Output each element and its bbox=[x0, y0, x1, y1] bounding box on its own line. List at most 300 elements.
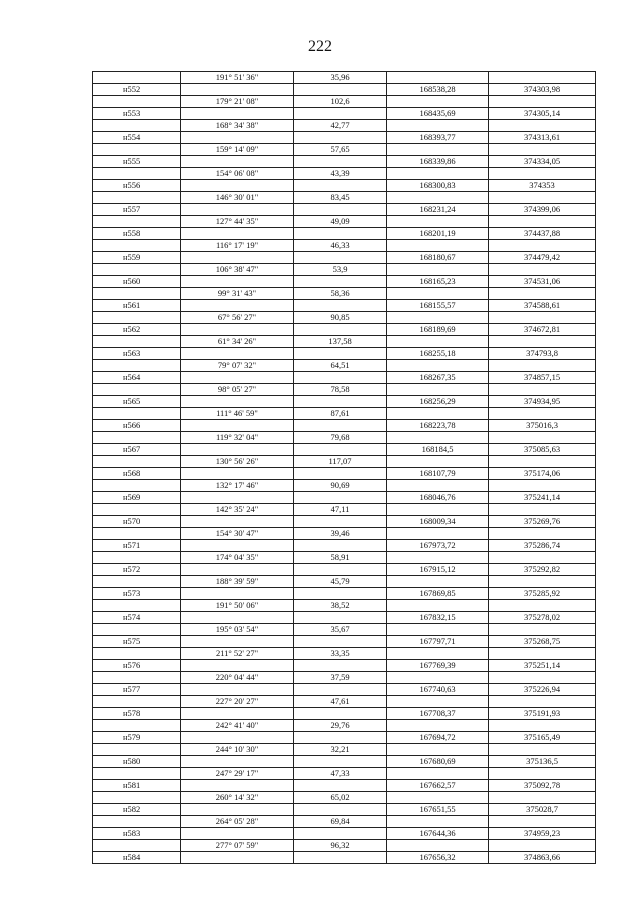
point-name-cell bbox=[93, 144, 181, 156]
distance-cell bbox=[294, 132, 387, 144]
y-coordinate: 375085,63 bbox=[489, 444, 596, 456]
point-name-cell bbox=[93, 720, 181, 732]
direction-angle: 220° 04' 44" bbox=[181, 672, 294, 684]
angle-cell bbox=[181, 204, 294, 216]
point-row bbox=[93, 636, 596, 648]
distance: 38,52 bbox=[294, 600, 387, 612]
y-coordinate-cell bbox=[489, 240, 596, 252]
distance-cell bbox=[294, 204, 387, 216]
y-coordinate: 375028,7 bbox=[489, 804, 596, 816]
x-coordinate-cell bbox=[387, 480, 489, 492]
coordinates-table bbox=[92, 71, 596, 864]
point-row bbox=[93, 276, 596, 288]
segment-row bbox=[93, 744, 596, 756]
distance: 90,69 bbox=[294, 480, 387, 492]
point-row bbox=[93, 444, 596, 456]
distance-cell bbox=[294, 468, 387, 480]
distance: 35,96 bbox=[294, 72, 387, 84]
point-name-cell bbox=[93, 456, 181, 468]
segment-row bbox=[93, 264, 596, 276]
coordinates-table-body bbox=[93, 72, 596, 864]
segment-row bbox=[93, 192, 596, 204]
x-coordinate-cell bbox=[387, 720, 489, 732]
point-row bbox=[93, 468, 596, 480]
distance: 69,84 bbox=[294, 816, 387, 828]
angle-cell bbox=[181, 828, 294, 840]
x-coordinate: 168255,18 bbox=[387, 348, 489, 360]
y-coordinate-cell bbox=[489, 360, 596, 372]
direction-angle: 132° 17' 46" bbox=[181, 480, 294, 492]
distance-cell bbox=[294, 804, 387, 816]
distance-cell bbox=[294, 444, 387, 456]
x-coordinate: 167662,57 bbox=[387, 780, 489, 792]
point-name: н560 bbox=[93, 276, 181, 288]
distance-cell bbox=[294, 156, 387, 168]
point-name: н582 bbox=[93, 804, 181, 816]
point-name-cell bbox=[93, 216, 181, 228]
distance-cell bbox=[294, 612, 387, 624]
point-name: н571 bbox=[93, 540, 181, 552]
angle-cell bbox=[181, 396, 294, 408]
segment-row bbox=[93, 768, 596, 780]
y-coordinate-cell bbox=[489, 504, 596, 516]
y-coordinate: 374959,23 bbox=[489, 828, 596, 840]
y-coordinate-cell bbox=[489, 792, 596, 804]
direction-angle: 154° 30' 47" bbox=[181, 528, 294, 540]
segment-row bbox=[93, 504, 596, 516]
segment-row bbox=[93, 384, 596, 396]
x-coordinate: 168223,78 bbox=[387, 420, 489, 432]
point-row bbox=[93, 156, 596, 168]
x-coordinate: 168538,28 bbox=[387, 84, 489, 96]
point-name-cell bbox=[93, 120, 181, 132]
distance: 90,85 bbox=[294, 312, 387, 324]
point-name-cell bbox=[93, 792, 181, 804]
point-name: н563 bbox=[93, 348, 181, 360]
segment-row bbox=[93, 720, 596, 732]
angle-cell bbox=[181, 420, 294, 432]
point-name: н553 bbox=[93, 108, 181, 120]
distance-cell bbox=[294, 228, 387, 240]
x-coordinate: 167740,63 bbox=[387, 684, 489, 696]
point-name: н573 bbox=[93, 588, 181, 600]
point-name-cell bbox=[93, 624, 181, 636]
y-coordinate-cell bbox=[489, 696, 596, 708]
point-name-cell bbox=[93, 504, 181, 516]
point-name: н572 bbox=[93, 564, 181, 576]
point-row bbox=[93, 396, 596, 408]
y-coordinate-cell bbox=[489, 840, 596, 852]
x-coordinate-cell bbox=[387, 528, 489, 540]
y-coordinate-cell bbox=[489, 816, 596, 828]
distance: 42,77 bbox=[294, 120, 387, 132]
distance: 32,21 bbox=[294, 744, 387, 756]
point-name-cell bbox=[93, 744, 181, 756]
segment-row bbox=[93, 576, 596, 588]
x-coordinate: 168189,69 bbox=[387, 324, 489, 336]
point-row bbox=[93, 612, 596, 624]
point-name: н564 bbox=[93, 372, 181, 384]
x-coordinate-cell bbox=[387, 240, 489, 252]
x-coordinate-cell bbox=[387, 360, 489, 372]
y-coordinate: 375241,14 bbox=[489, 492, 596, 504]
direction-angle: 111° 46' 59" bbox=[181, 408, 294, 420]
y-coordinate: 375286,74 bbox=[489, 540, 596, 552]
angle-cell bbox=[181, 732, 294, 744]
direction-angle: 244° 10' 30" bbox=[181, 744, 294, 756]
angle-cell bbox=[181, 804, 294, 816]
point-name: н581 bbox=[93, 780, 181, 792]
distance: 43,39 bbox=[294, 168, 387, 180]
distance-cell bbox=[294, 324, 387, 336]
point-row bbox=[93, 756, 596, 768]
angle-cell bbox=[181, 756, 294, 768]
point-name-cell bbox=[93, 336, 181, 348]
x-coordinate-cell bbox=[387, 96, 489, 108]
point-row bbox=[93, 732, 596, 744]
segment-row bbox=[93, 600, 596, 612]
y-coordinate-cell bbox=[489, 120, 596, 132]
y-coordinate-cell bbox=[489, 648, 596, 660]
y-coordinate-cell bbox=[489, 384, 596, 396]
x-coordinate-cell bbox=[387, 312, 489, 324]
direction-angle: 260° 14' 32" bbox=[181, 792, 294, 804]
x-coordinate-cell bbox=[387, 600, 489, 612]
distance: 102,6 bbox=[294, 96, 387, 108]
angle-cell bbox=[181, 108, 294, 120]
point-name: н577 bbox=[93, 684, 181, 696]
y-coordinate: 374531,06 bbox=[489, 276, 596, 288]
point-name: н574 bbox=[93, 612, 181, 624]
distance-cell bbox=[294, 300, 387, 312]
direction-angle: 67° 56' 27" bbox=[181, 312, 294, 324]
x-coordinate: 168231,24 bbox=[387, 204, 489, 216]
y-coordinate-cell bbox=[489, 336, 596, 348]
angle-cell bbox=[181, 156, 294, 168]
x-coordinate: 167644,36 bbox=[387, 828, 489, 840]
y-coordinate: 375292,82 bbox=[489, 564, 596, 576]
point-row bbox=[93, 540, 596, 552]
y-coordinate-cell bbox=[489, 480, 596, 492]
x-coordinate-cell bbox=[387, 696, 489, 708]
y-coordinate-cell bbox=[489, 720, 596, 732]
segment-row bbox=[93, 288, 596, 300]
point-name: н570 bbox=[93, 516, 181, 528]
distance: 64,51 bbox=[294, 360, 387, 372]
x-coordinate-cell bbox=[387, 72, 489, 84]
y-coordinate: 375268,75 bbox=[489, 636, 596, 648]
segment-row bbox=[93, 336, 596, 348]
y-coordinate-cell bbox=[489, 168, 596, 180]
direction-angle: 154° 06' 08" bbox=[181, 168, 294, 180]
y-coordinate-cell bbox=[489, 528, 596, 540]
point-row bbox=[93, 588, 596, 600]
y-coordinate: 374672,81 bbox=[489, 324, 596, 336]
distance: 46,33 bbox=[294, 240, 387, 252]
point-row bbox=[93, 204, 596, 216]
x-coordinate: 167694,72 bbox=[387, 732, 489, 744]
y-coordinate: 374399,06 bbox=[489, 204, 596, 216]
direction-angle: 277° 07' 59" bbox=[181, 840, 294, 852]
y-coordinate: 375285,92 bbox=[489, 588, 596, 600]
y-coordinate: 374863,66 bbox=[489, 852, 596, 864]
segment-row bbox=[93, 216, 596, 228]
point-row bbox=[93, 684, 596, 696]
x-coordinate-cell bbox=[387, 792, 489, 804]
distance: 78,58 bbox=[294, 384, 387, 396]
point-row bbox=[93, 180, 596, 192]
point-name: н567 bbox=[93, 444, 181, 456]
point-name: н561 bbox=[93, 300, 181, 312]
distance: 58,91 bbox=[294, 552, 387, 564]
y-coordinate: 375278,02 bbox=[489, 612, 596, 624]
distance-cell bbox=[294, 828, 387, 840]
x-coordinate-cell bbox=[387, 744, 489, 756]
angle-cell bbox=[181, 324, 294, 336]
angle-cell bbox=[181, 132, 294, 144]
y-coordinate-cell bbox=[489, 144, 596, 156]
distance: 39,46 bbox=[294, 528, 387, 540]
distance: 29,76 bbox=[294, 720, 387, 732]
point-name-cell bbox=[93, 648, 181, 660]
x-coordinate-cell bbox=[387, 672, 489, 684]
distance-cell bbox=[294, 852, 387, 864]
y-coordinate-cell bbox=[489, 192, 596, 204]
segment-row bbox=[93, 312, 596, 324]
direction-angle: 159° 14' 09" bbox=[181, 144, 294, 156]
x-coordinate: 168180,67 bbox=[387, 252, 489, 264]
point-name: н584 bbox=[93, 852, 181, 864]
segment-row bbox=[93, 96, 596, 108]
point-name-cell bbox=[93, 192, 181, 204]
x-coordinate: 167708,37 bbox=[387, 708, 489, 720]
y-coordinate: 375269,76 bbox=[489, 516, 596, 528]
angle-cell bbox=[181, 276, 294, 288]
distance-cell bbox=[294, 84, 387, 96]
distance-cell bbox=[294, 252, 387, 264]
point-name: н578 bbox=[93, 708, 181, 720]
direction-angle: 116° 17' 19" bbox=[181, 240, 294, 252]
point-row bbox=[93, 708, 596, 720]
point-name-cell bbox=[93, 480, 181, 492]
point-name: н562 bbox=[93, 324, 181, 336]
y-coordinate-cell bbox=[489, 312, 596, 324]
point-name-cell bbox=[93, 528, 181, 540]
direction-angle: 174° 04' 35" bbox=[181, 552, 294, 564]
segment-row bbox=[93, 672, 596, 684]
distance: 47,61 bbox=[294, 696, 387, 708]
y-coordinate: 374437,88 bbox=[489, 228, 596, 240]
x-coordinate: 167680,69 bbox=[387, 756, 489, 768]
distance-cell bbox=[294, 660, 387, 672]
y-coordinate: 374305,14 bbox=[489, 108, 596, 120]
point-row bbox=[93, 348, 596, 360]
direction-angle: 264° 05' 28" bbox=[181, 816, 294, 828]
point-row bbox=[93, 828, 596, 840]
x-coordinate-cell bbox=[387, 192, 489, 204]
segment-row bbox=[93, 792, 596, 804]
x-coordinate: 167651,55 bbox=[387, 804, 489, 816]
point-name: н576 bbox=[93, 660, 181, 672]
direction-angle: 99° 31' 43" bbox=[181, 288, 294, 300]
distance-cell bbox=[294, 420, 387, 432]
x-coordinate: 168165,23 bbox=[387, 276, 489, 288]
y-coordinate: 374303,98 bbox=[489, 84, 596, 96]
point-row bbox=[93, 852, 596, 864]
x-coordinate: 168009,34 bbox=[387, 516, 489, 528]
distance-cell bbox=[294, 180, 387, 192]
direction-angle: 61° 34' 26" bbox=[181, 336, 294, 348]
x-coordinate-cell bbox=[387, 456, 489, 468]
x-coordinate: 168267,35 bbox=[387, 372, 489, 384]
distance-cell bbox=[294, 348, 387, 360]
point-name: н558 bbox=[93, 228, 181, 240]
y-coordinate: 374793,8 bbox=[489, 348, 596, 360]
y-coordinate: 375165,49 bbox=[489, 732, 596, 744]
point-name-cell bbox=[93, 816, 181, 828]
distance-cell bbox=[294, 780, 387, 792]
angle-cell bbox=[181, 252, 294, 264]
point-name: н557 bbox=[93, 204, 181, 216]
point-row bbox=[93, 300, 596, 312]
distance: 87,61 bbox=[294, 408, 387, 420]
segment-row bbox=[93, 144, 596, 156]
x-coordinate: 167769,39 bbox=[387, 660, 489, 672]
y-coordinate: 375251,14 bbox=[489, 660, 596, 672]
direction-angle: 79° 07' 32" bbox=[181, 360, 294, 372]
y-coordinate: 374334,05 bbox=[489, 156, 596, 168]
x-coordinate-cell bbox=[387, 336, 489, 348]
y-coordinate: 374479,42 bbox=[489, 252, 596, 264]
segment-row bbox=[93, 72, 596, 84]
y-coordinate: 375174,06 bbox=[489, 468, 596, 480]
x-coordinate-cell bbox=[387, 504, 489, 516]
angle-cell bbox=[181, 228, 294, 240]
x-coordinate-cell bbox=[387, 768, 489, 780]
direction-angle: 130° 56' 26" bbox=[181, 456, 294, 468]
x-coordinate: 168201,19 bbox=[387, 228, 489, 240]
distance: 47,11 bbox=[294, 504, 387, 516]
segment-row bbox=[93, 696, 596, 708]
x-coordinate-cell bbox=[387, 264, 489, 276]
point-name: н575 bbox=[93, 636, 181, 648]
direction-angle: 168° 34' 38" bbox=[181, 120, 294, 132]
y-coordinate: 375092,78 bbox=[489, 780, 596, 792]
point-name-cell bbox=[93, 168, 181, 180]
distance-cell bbox=[294, 564, 387, 576]
x-coordinate-cell bbox=[387, 144, 489, 156]
x-coordinate-cell bbox=[387, 168, 489, 180]
point-name-cell bbox=[93, 384, 181, 396]
distance: 33,35 bbox=[294, 648, 387, 660]
point-row bbox=[93, 420, 596, 432]
x-coordinate-cell bbox=[387, 624, 489, 636]
distance: 137,58 bbox=[294, 336, 387, 348]
y-coordinate-cell bbox=[489, 264, 596, 276]
angle-cell bbox=[181, 564, 294, 576]
segment-row bbox=[93, 360, 596, 372]
angle-cell bbox=[181, 372, 294, 384]
x-coordinate: 168046,76 bbox=[387, 492, 489, 504]
point-name: н566 bbox=[93, 420, 181, 432]
point-name-cell bbox=[93, 840, 181, 852]
y-coordinate-cell bbox=[489, 576, 596, 588]
x-coordinate: 168256,29 bbox=[387, 396, 489, 408]
point-name-cell bbox=[93, 552, 181, 564]
distance-cell bbox=[294, 372, 387, 384]
direction-angle: 179° 21' 08" bbox=[181, 96, 294, 108]
point-name: н580 bbox=[93, 756, 181, 768]
segment-row bbox=[93, 840, 596, 852]
segment-row bbox=[93, 408, 596, 420]
distance: 79,68 bbox=[294, 432, 387, 444]
angle-cell bbox=[181, 612, 294, 624]
point-row bbox=[93, 252, 596, 264]
x-coordinate-cell bbox=[387, 432, 489, 444]
x-coordinate-cell bbox=[387, 552, 489, 564]
segment-row bbox=[93, 240, 596, 252]
x-coordinate: 167656,32 bbox=[387, 852, 489, 864]
x-coordinate: 168184,5 bbox=[387, 444, 489, 456]
point-row bbox=[93, 516, 596, 528]
point-row bbox=[93, 372, 596, 384]
x-coordinate-cell bbox=[387, 816, 489, 828]
page-number: 222 bbox=[308, 38, 332, 55]
y-coordinate-cell bbox=[489, 672, 596, 684]
angle-cell bbox=[181, 852, 294, 864]
y-coordinate-cell bbox=[489, 408, 596, 420]
direction-angle: 195° 03' 54" bbox=[181, 624, 294, 636]
x-coordinate-cell bbox=[387, 648, 489, 660]
segment-row bbox=[93, 624, 596, 636]
distance-cell bbox=[294, 276, 387, 288]
point-row bbox=[93, 84, 596, 96]
y-coordinate-cell bbox=[489, 552, 596, 564]
angle-cell bbox=[181, 300, 294, 312]
direction-angle: 146° 30' 01" bbox=[181, 192, 294, 204]
distance-cell bbox=[294, 540, 387, 552]
point-name-cell bbox=[93, 96, 181, 108]
direction-angle: 191° 50' 06" bbox=[181, 600, 294, 612]
angle-cell bbox=[181, 444, 294, 456]
distance: 47,33 bbox=[294, 768, 387, 780]
segment-row bbox=[93, 528, 596, 540]
x-coordinate: 168300,83 bbox=[387, 180, 489, 192]
angle-cell bbox=[181, 540, 294, 552]
point-name-cell bbox=[93, 600, 181, 612]
point-row bbox=[93, 324, 596, 336]
distance-cell bbox=[294, 516, 387, 528]
x-coordinate: 167973,72 bbox=[387, 540, 489, 552]
direction-angle: 227° 20' 27" bbox=[181, 696, 294, 708]
direction-angle: 247° 29' 17" bbox=[181, 768, 294, 780]
point-name: н565 bbox=[93, 396, 181, 408]
distance: 58,36 bbox=[294, 288, 387, 300]
y-coordinate: 375136,5 bbox=[489, 756, 596, 768]
angle-cell bbox=[181, 684, 294, 696]
segment-row bbox=[93, 456, 596, 468]
distance-cell bbox=[294, 492, 387, 504]
segment-row bbox=[93, 480, 596, 492]
segment-row bbox=[93, 168, 596, 180]
distance: 57,65 bbox=[294, 144, 387, 156]
x-coordinate: 168155,57 bbox=[387, 300, 489, 312]
angle-cell bbox=[181, 660, 294, 672]
y-coordinate: 374353 bbox=[489, 180, 596, 192]
point-name: н579 bbox=[93, 732, 181, 744]
point-name-cell bbox=[93, 432, 181, 444]
y-coordinate: 375016,3 bbox=[489, 420, 596, 432]
